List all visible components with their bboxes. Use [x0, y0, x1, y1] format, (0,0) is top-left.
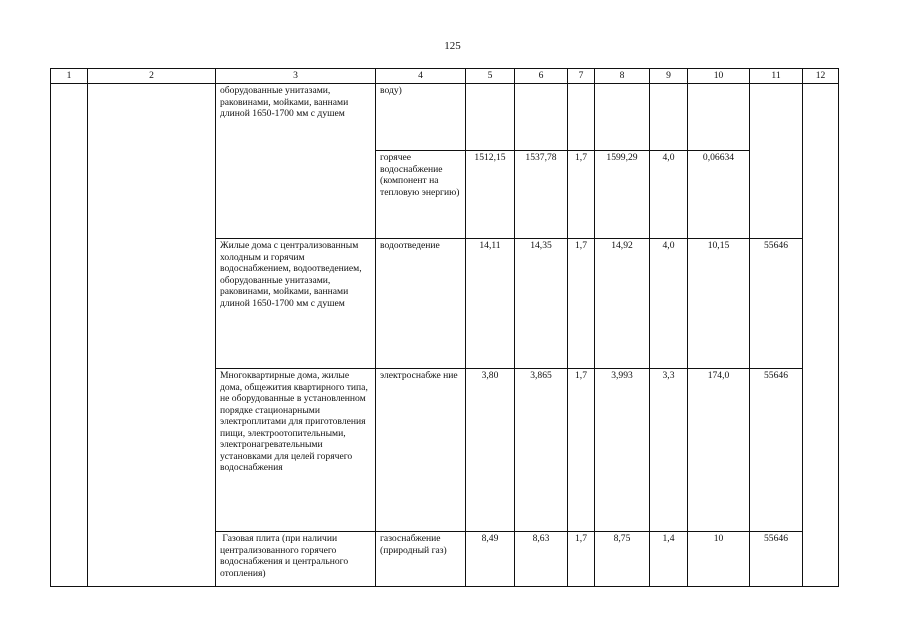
- header-cell: 3: [216, 69, 376, 84]
- value-cell: 3,80: [466, 369, 515, 532]
- table-cell: [750, 84, 803, 239]
- header-cell: 11: [750, 69, 803, 84]
- header-cell: 4: [376, 69, 466, 84]
- value-cell: 14,92: [595, 239, 650, 369]
- table-cell: [568, 84, 595, 151]
- value-cell: 4,0: [650, 239, 688, 369]
- table-cell-col12: [803, 84, 839, 587]
- table-cell-col2: [88, 84, 216, 587]
- value-cell: 55646: [750, 532, 803, 587]
- table-cell: [688, 84, 750, 151]
- value-cell: 174,0: [688, 369, 750, 532]
- value-cell: 55646: [750, 239, 803, 369]
- table-cell: [650, 84, 688, 151]
- service-cell: воду): [376, 84, 466, 151]
- value-cell: 3,993: [595, 369, 650, 532]
- value-cell: 1,4: [650, 532, 688, 587]
- value-cell: 8,75: [595, 532, 650, 587]
- table-cell-col1: [51, 84, 88, 587]
- header-row: [51, 69, 839, 84]
- value-cell: 3,3: [650, 369, 688, 532]
- value-cell: 3,865: [515, 369, 568, 532]
- header-cell: 12: [803, 69, 839, 84]
- header-cell: 1: [51, 69, 88, 84]
- value-cell: 10: [688, 532, 750, 587]
- value-cell: 1,7: [568, 151, 595, 239]
- service-cell: электроснабже ние: [376, 369, 466, 532]
- value-cell: 1,7: [568, 239, 595, 369]
- value-cell: 4,0: [650, 151, 688, 239]
- table-cell: [595, 84, 650, 151]
- header-cell: 8: [595, 69, 650, 84]
- value-cell: 8,49: [466, 532, 515, 587]
- header-cell: 5: [466, 69, 515, 84]
- value-cell: 1599,29: [595, 151, 650, 239]
- value-cell: 14,35: [515, 239, 568, 369]
- housing-type-cell: Газовая плита (при наличии централизованного горячего водоснабжения и центрального отопления): [216, 532, 376, 587]
- housing-type-cell: оборудованные унитазами, раковинами, мойками, ваннами длиной 1650-1700 мм с душем: [216, 84, 376, 239]
- housing-type-cell: Жилые дома с централизованным холодным и горячим водоснабжением, водоотведением, оборудованные унитазами, раковинами, мойками, ваннами длиной 1650-1700 мм с душем: [216, 239, 376, 369]
- header-cell: 7: [568, 69, 595, 84]
- service-cell: газоснабжение (природный газ): [376, 532, 466, 587]
- value-cell: 8,63: [515, 532, 568, 587]
- housing-type-cell: Многоквартирные дома, жилые дома, общежития квартирного типа, не оборудованные в установленном порядке стационарными электроплитами для приготовления пищи, электроотопительными, электронагревательными установками для целей горячего водоснабжения: [216, 369, 376, 532]
- tariff-table: [50, 68, 839, 587]
- header-cell: 2: [88, 69, 216, 84]
- service-cell: водоотведение: [376, 239, 466, 369]
- value-cell: 1537,78: [515, 151, 568, 239]
- value-cell: 10,15: [688, 239, 750, 369]
- value-cell: 1,7: [568, 369, 595, 532]
- page-number: 125: [444, 40, 461, 52]
- header-cell: 6: [515, 69, 568, 84]
- table-cell: [515, 84, 568, 151]
- table-row: [51, 84, 839, 151]
- value-cell: 14,11: [466, 239, 515, 369]
- value-cell: 55646: [750, 369, 803, 532]
- service-cell: горячее водоснабжение (компонент на тепловую энергию): [376, 151, 466, 239]
- table-cell: [466, 84, 515, 151]
- header-cell: 10: [688, 69, 750, 84]
- value-cell: 0,06634: [688, 151, 750, 239]
- header-cell: 9: [650, 69, 688, 84]
- value-cell: 1512,15: [466, 151, 515, 239]
- value-cell: 1,7: [568, 532, 595, 587]
